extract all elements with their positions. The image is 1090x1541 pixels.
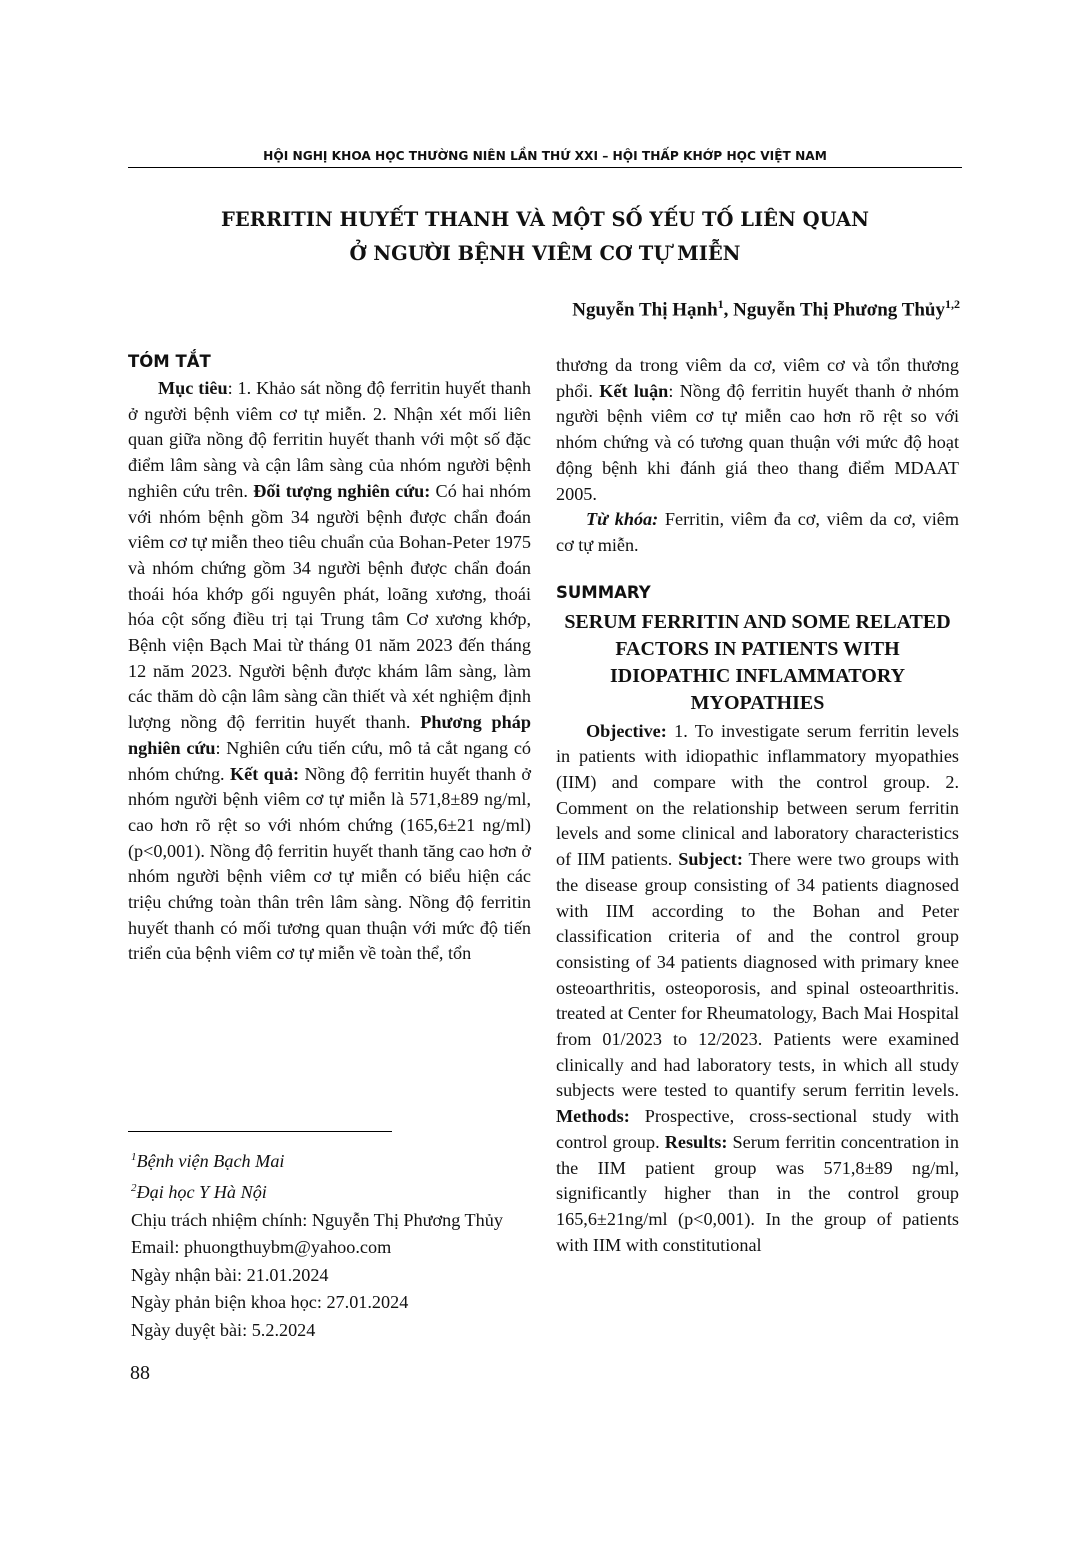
author-1: Nguyễn Thị Hạnh: [572, 299, 718, 321]
objective-text-en: 1. To investigate serum ferritin levels in patients with idiopathic inflammatory myopathies (IIM) and compare with the control group. 2. Comment on the relationship between serum ferritin levels and some clinical and laboratory characteristics of IIM patients.: [556, 720, 959, 870]
keywords-text-vi: Ferritin, viêm đa cơ, viêm da cơ, viêm cơ tự miễn.: [556, 509, 959, 555]
results-label-vi: Kết quả:: [230, 763, 300, 784]
author-2: Nguyễn Thị Phương Thủy: [733, 299, 945, 321]
title-line-2: Ở NGƯỜI BỆNH VIÊM CƠ TỰ MIỄN: [349, 242, 741, 265]
date-received: Ngày nhận bài: 21.01.2024: [131, 1264, 329, 1285]
date-approved: Ngày duyệt bài: 5.2.2024: [131, 1319, 316, 1340]
author-list: [572, 297, 960, 321]
subject-text-en: There were two groups with the disease group consisting of 34 patients diagnosed with IIM according to the Bohan and Peter classification criteria of and the control group consisting of 34 patients diagnosed with primary knee osteoarthritis, osteoporosis, and spinal osteoarthritis. treated at Center for Rheumatology, Bach Mai Hospital from 01/2023 to 12/2023. Patients were examined clinically and had laboratory tests, in which all study subjects were tested to quantify serum ferritin levels.: [556, 849, 959, 1101]
methods-text-en: Prospective, cross-sectional study with control group.: [556, 1106, 959, 1152]
summary-heading: SUMMARY: [556, 582, 651, 602]
results-label-en: Results:: [664, 1131, 728, 1152]
summary-title: SERUM FERRITIN AND SOME RELATED FACTORS IN PATIENTS WITH IDIOPATHIC INFLAMMATORY MYOPATHIES: [564, 610, 951, 714]
summary-body: [556, 719, 959, 1259]
affiliation-1: [131, 1144, 551, 1175]
objective-label-vi: Mục tiêu: [158, 378, 228, 398]
header-rule: [128, 167, 962, 168]
contact-email: Email: phuongthuybm@yahoo.com: [131, 1237, 392, 1258]
subjects-label-vi: Đối tượng nghiên cứu:: [253, 480, 431, 501]
abstract-heading: TÓM TẮT: [128, 352, 211, 371]
date-reviewed: Ngày phản biện khoa học: 27.01.2024: [131, 1292, 409, 1313]
results-text-vi-cont: thương da trong viêm da cơ, viêm cơ và tổn thương phổi.: [556, 355, 959, 401]
results-text-vi: Nồng độ ferritin huyết thanh ở nhóm người bệnh viêm cơ tự miễn là 571,8±89 ng/ml, cao hơn rõ rệt so với nhóm chứng (165,6±21 ng/ml) (p<0,001). Nồng độ ferritin huyết thanh tăng cao hơn ở nhóm người bệnh viêm cơ tự miễn có biểu hiện các triệu chứng toàn thân trên lâm sàng. Nồng độ ferritin huyết thanh có mối tương quan thuận với mức độ tiến triển của bệnh viêm cơ tự miễn về toàn thể, tổn: [128, 763, 532, 964]
left-column: [128, 350, 531, 967]
abstract-body: [128, 376, 531, 967]
affiliation-2-mark: 2: [131, 1182, 137, 1195]
keywords-vi: [556, 507, 959, 558]
results-text-en: Serum ferritin concentration in the IIM patient group was 571,8±89 ng/ml, significantly higher than in the control group 165,6±21ng/ml (p<0,001). In the group of patients with IIM with constitutional: [556, 1131, 959, 1255]
title-line-1: FERRITIN HUYẾT THANH VÀ MỘT SỐ YẾU TỐ LIÊN QUAN: [221, 208, 869, 231]
responsible-author: Chịu trách nhiệm chính: Nguyễn Thị Phương Thủy: [131, 1209, 503, 1230]
objective-label-en: Objective:: [586, 720, 667, 741]
author-1-affiliation: 1: [717, 297, 724, 311]
subject-label-en: Subject:: [678, 849, 743, 870]
methods-label-vi: Phương pháp nghiên cứu: [128, 712, 531, 758]
right-column: [556, 353, 959, 1258]
affiliation-1-text: Bệnh viện Bạch Mai: [136, 1151, 285, 1172]
footnote-rule: [128, 1131, 392, 1132]
author-separator: ,: [723, 299, 734, 321]
conclusion-text-vi: : Nồng độ ferritin huyết thanh ở nhóm người bệnh viêm cơ tự miễn cao hơn rõ rệt so với nhóm chứng và có tương quan thuận với mức độ hoạt động bệnh khi đánh giá theo thang điểm MDAAT 2005.: [556, 380, 959, 504]
methods-text-vi: : Nghiên cứu tiến cứu, mô tả cắt ngang có nhóm chứng.: [128, 737, 531, 784]
article-title: [128, 203, 962, 271]
abstract-continuation: [556, 353, 959, 507]
objective-text-vi: : 1. Khảo sát nồng độ ferritin huyết thanh ở người bệnh viêm cơ tự miễn. 2. Nhận xét mối liên quan giữa nồng độ ferritin huyết thanh với một số đặc điểm lâm sàng và cận lâm sàng của nhóm người bệnh nghiên cứu trên.: [128, 378, 531, 501]
subjects-text-vi: Có hai nhóm với nhóm bệnh gồm 34 người bệnh được chẩn đoán viêm cơ tự miễn theo tiêu chuẩn của Bohan-Peter 1975 và nhóm chứng gồm 34 người bệnh được chẩn đoán thoái hóa khớp gối nguyên phát, loãng xương, thoái hóa cột sống điều trị tại Trung tâm Cơ xương khớp, Bệnh viện Bạch Mai từ tháng 01 năm 2023 đến tháng 12 năm 2023. Người bệnh được khám lâm sàng, làm các thăm dò cận lâm sàng cần thiết và xét nghiệm định lượng nồng độ ferritin huyết thanh.: [128, 480, 531, 733]
methods-label-en: Methods:: [556, 1106, 630, 1127]
affiliation-2-text: Đại học Y Hà Nội: [136, 1182, 267, 1203]
author-2-affiliation: 1,2: [945, 297, 960, 311]
conference-header: HỘI NGHỊ KHOA HỌC THƯỜNG NIÊN LẦN THỨ XXI – HỘI THẤP KHỚP HỌC VIỆT NAM: [263, 149, 827, 163]
keywords-label-vi: Từ khóa:: [586, 509, 659, 530]
conclusion-label-vi: Kết luận: [599, 380, 669, 401]
page-number: 88: [130, 1362, 150, 1384]
affiliation-1-mark: 1: [131, 1151, 137, 1163]
footnotes: [131, 1144, 551, 1344]
affiliation-2: [131, 1175, 551, 1206]
